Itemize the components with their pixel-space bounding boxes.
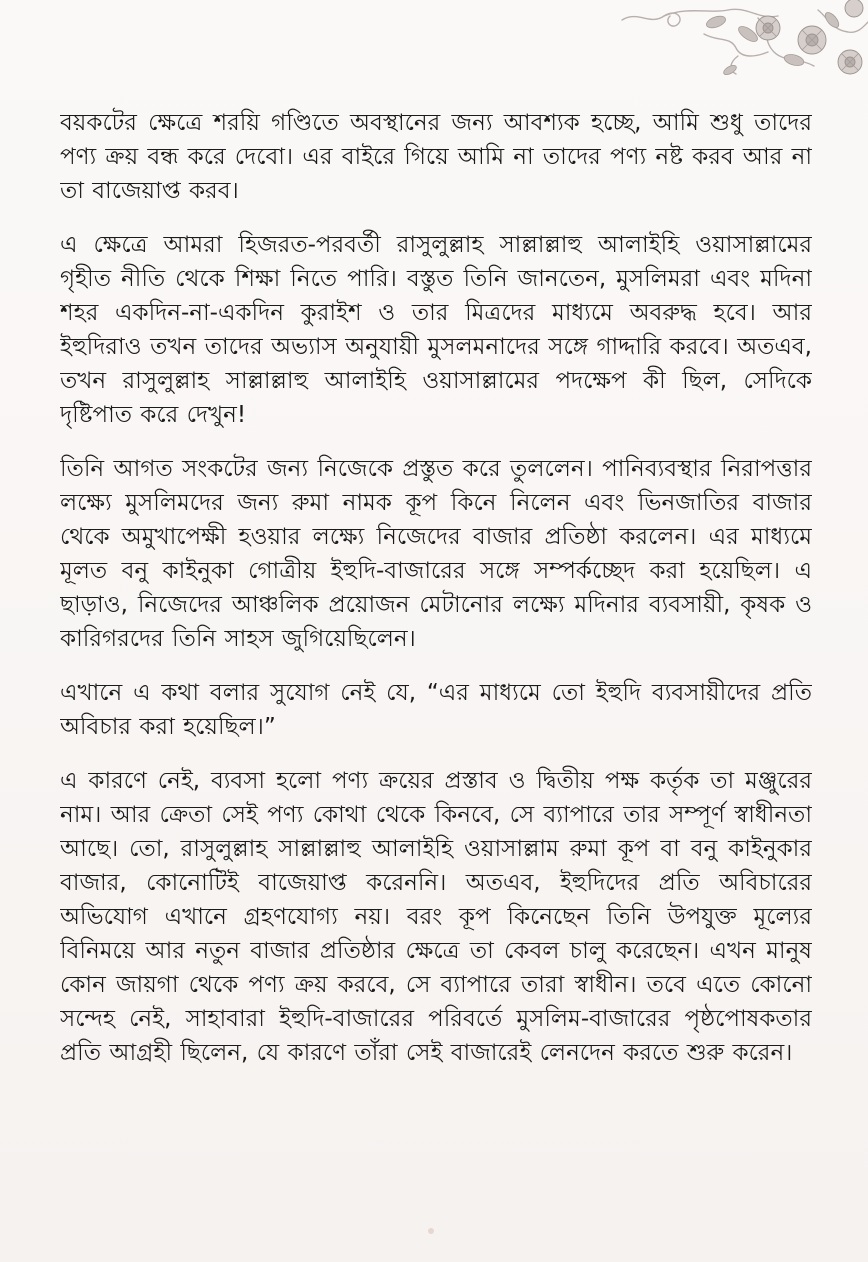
paragraph-3: তিনি আগত সংকটের জন্য নিজেকে প্রস্তুত করে তুললেন। পানিব্যবস্থার নিরাপত্তার লক্ষ্যে মুসলিমদের জন্য রুমা নামক কূপ কিনে নিলেন এবং ভিনজাতির বাজার থেকে অমুখাপেক্ষী হওয়ার লক্ষ্যে নিজেদের বাজার প্রতিষ্ঠা করলেন। এর মাধ্যমে মূলত বনু কাইনুকা গোত্রীয় ইহুদি-বাজারের সঙ্গে সম্পর্কচ্ছেদ করা হয়েছিল। এ ছাড়াও, নিজেদের আঞ্চলিক প্রয়োজন মেটানোর লক্ষ্যে মদিনার ব্যবসায়ী, কৃষক ও কারিগরদের তিনি সাহস জুগিয়েছিলেন। (60, 456, 812, 652)
paragraph-1: বয়কটের ক্ষেত্রে শরয়ি গণ্ডিতে অবস্থানের জন্য আবশ্যক হচ্ছে, আমি শুধু তাদের পণ্য ক্রয় বন্ধ করে দেবো। এর বাইরে গিয়ে আমি না তাদের পণ্য নষ্ট করব আর না তা বাজেয়াপ্ত করব। (60, 110, 812, 204)
paragraph-4: এখানে এ কথা বলার সুযোগ নেই যে, “এর মাধ্যমে তো ইহুদি ব্যবসায়ীদের প্রতি অবিচার করা হয়েছিল।” (60, 680, 812, 740)
floral-ornament-icon (618, 0, 868, 90)
paragraph-5: এ কারণে নেই, ব্যবসা হলো পণ্য ক্রয়ের প্রস্তাব ও দ্বিতীয় পক্ষ কর্তৃক তা মঞ্জুরের নাম। আর ক্রেতা সেই পণ্য কোথা থেকে কিনবে, সে ব্যাপারে তার সম্পূর্ণ স্বাধীনতা আছে। তো, রাসুলুল্লাহ সাল্লাল্লাহু আলাইহি ওয়াসাল্লাম রুমা কূপ বা বনু কাইনুকার বাজার, কোনোটিই বাজেয়াপ্ত করেননি। অতএব, ইহুদিদের প্রতি অবিচারের অভিযোগ এখানে গ্রহণযোগ্য নয়। বরং কূপ কিনেছেন তিনি উপযুক্ত মূল্যের বিনিময়ে আর নতুন বাজার প্রতিষ্ঠার ক্ষেত্রে তা কেবল চালু করেছেন। এখন মানুষ কোন জায়গা থেকে পণ্য ক্রয় করবে, সে ব্যাপারে তারা স্বাধীন। তবে এতে কোনো সন্দেহ নেই, সাহাবারা ইহুদি-বাজারের পরিবর্তে মুসলিম-বাজারের পৃষ্ঠপোষকতার প্রতি আগ্রহী ছিলেন, যে কারণে তাঁরা সেই বাজারেই লেনদেন করতে শুরু করেন। (60, 768, 812, 1066)
paragraph-2: এ ক্ষেত্রে আমরা হিজরত-পরবর্তী রাসুলুল্লাহ সাল্লাল্লাহু আলাইহি ওয়াসাল্লামের গৃহীত নীতি থেকে শিক্ষা নিতে পারি। বস্তুত তিনি জানতেন, মুসলিমরা এবং মদিনা শহর একদিন-না-একদিন কুরাইশ ও তার মিত্রদের মাধ্যমে অবরুদ্ধ হবে। আর ইহুদিরাও তখন তাদের অভ্যাস অনুযায়ী মুসলমনাদের সঙ্গে গাদ্দারি করবে। অতএব, তখন রাসুলুল্লাহ সাল্লাল্লাহু আলাইহি ওয়াসাল্লামের পদক্ষেপ কী ছিল, সেদিকে দৃষ্টিপাত করে দেখুন! (60, 232, 812, 428)
page-body-text (60, 106, 812, 1226)
print-speck (428, 1228, 434, 1234)
